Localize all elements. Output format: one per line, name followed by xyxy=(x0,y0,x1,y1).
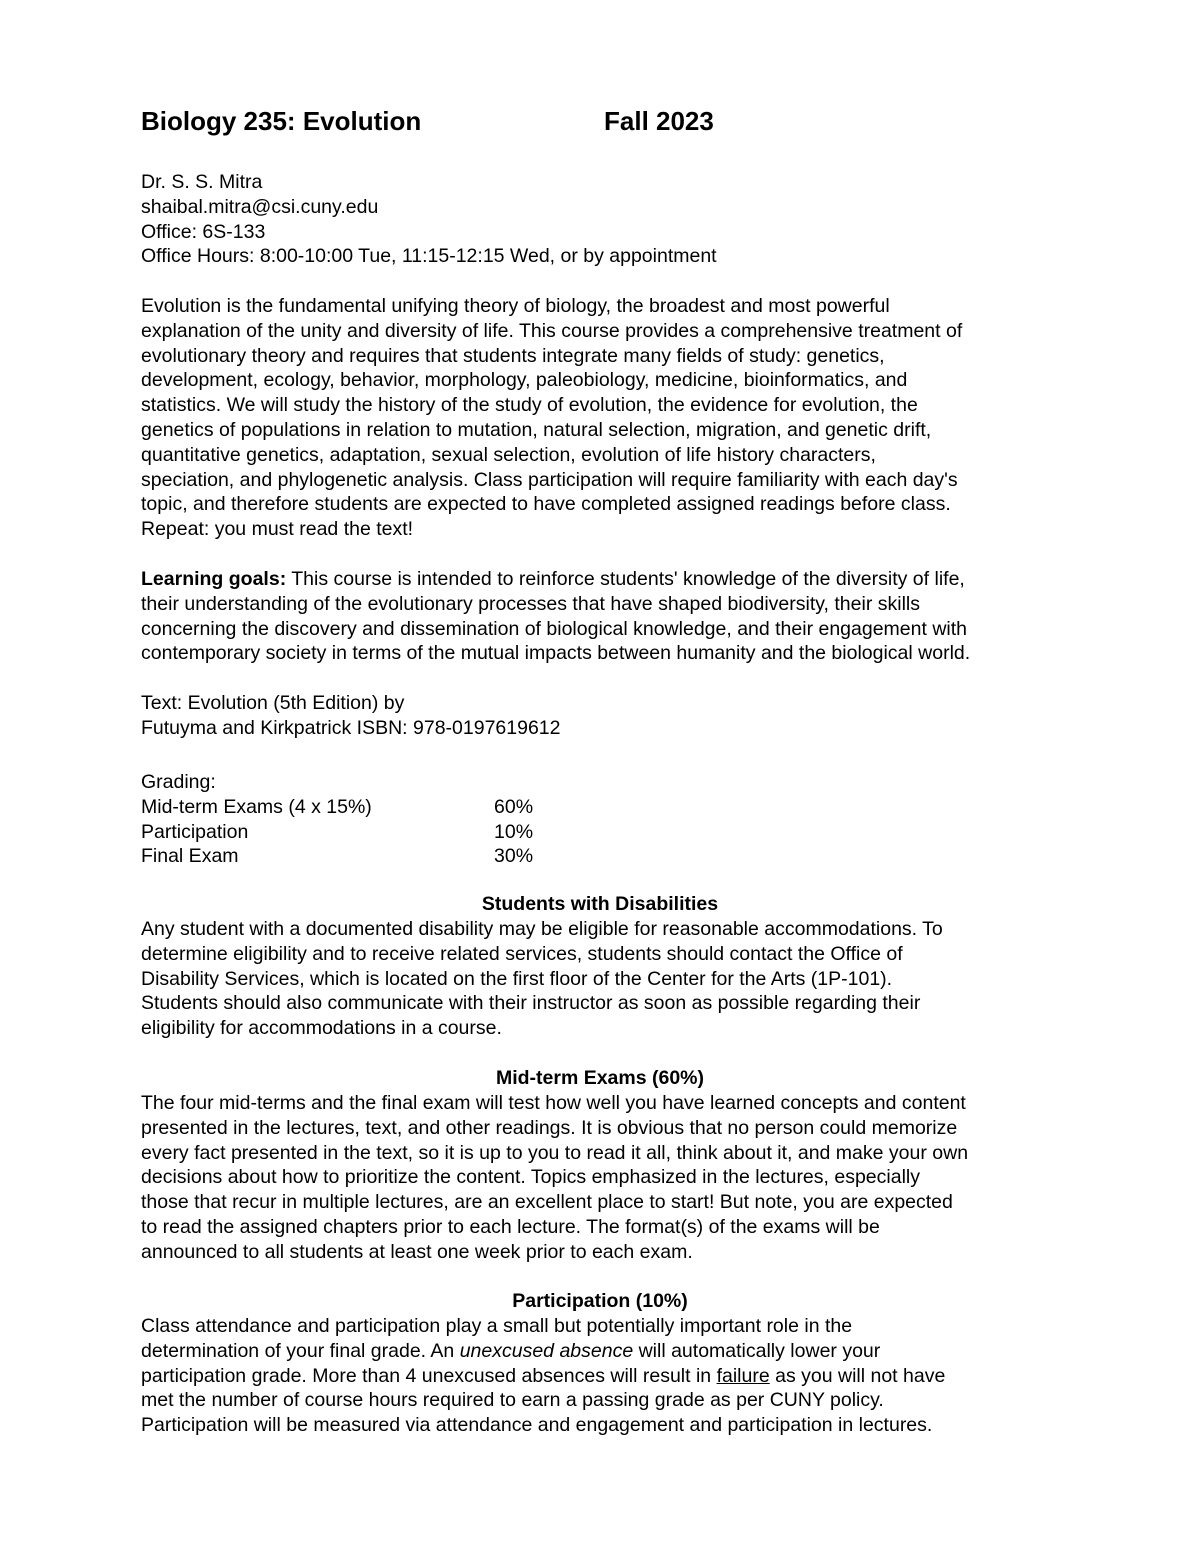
learning-goals-text: This course is intended to reinforce students' knowledge of the diversity of life, xyxy=(286,568,965,590)
office-hours: Office Hours: 8:00-10:00 Tue, 11:15-12:15 Wed, or by appointment xyxy=(141,245,717,268)
term: Fall 2023 xyxy=(604,106,714,136)
paragraph-line: quantitative genetics, adaptation, sexual selection, evolution of life history characters, xyxy=(141,443,876,466)
paragraph-line: statistics. We will study the history of the study of evolution, the evidence for evolution, the xyxy=(141,394,918,417)
grading-percent: 30% xyxy=(494,845,534,868)
paragraph-line xyxy=(141,1339,1081,1364)
paragraph-line: Participation will be measured via attendance and engagement and participation in lectures. xyxy=(141,1414,933,1437)
paragraph-line: announced to all students at least one week prior to each exam. xyxy=(141,1240,693,1263)
participation-heading: Participation (10%) xyxy=(512,1290,688,1312)
textbook-isbn: Futuyma and Kirkpatrick ISBN: 978-0197619612 xyxy=(141,716,561,739)
grading-percent: 10% xyxy=(494,820,534,843)
instructor-name: Dr. S. S. Mitra xyxy=(141,171,263,193)
paragraph-line: decisions about how to prioritize the content. Topics emphasized in the lectures, especially xyxy=(141,1166,920,1189)
paragraph-line: evolutionary theory and requires that students integrate many fields of study: genetics, xyxy=(141,344,885,367)
grading-row xyxy=(141,844,1081,869)
unexcused-absence-emphasis: unexcused absence xyxy=(459,1339,634,1362)
midterms-heading: Mid-term Exams (60%) xyxy=(495,1067,705,1089)
paragraph-line: Evolution is the fundamental unifying theory of biology, the broadest and most powerful xyxy=(141,295,890,317)
paragraph-line: Students should also communicate with their instructor as soon as possible regarding their xyxy=(141,992,921,1015)
grading-item: Participation xyxy=(141,820,249,843)
paragraph-line: Disability Services, which is located on the first floor of the Center for the Arts (1P-101). xyxy=(141,967,893,990)
paragraph-line: Class attendance and participation play a small but potentially important role in the xyxy=(141,1315,853,1337)
paragraph-line: explanation of the unity and diversity of life. This course provides a comprehensive treatment of xyxy=(141,319,963,342)
textbook-info xyxy=(141,691,1081,741)
intro-paragraph xyxy=(141,294,1081,542)
document-title xyxy=(141,106,714,137)
paragraph-line: every fact presented in the text, so it is up to you to read it all, think about it, and make your own xyxy=(141,1141,969,1164)
grading-label: Grading: xyxy=(141,771,216,793)
paragraph-line: determine eligibility and to receive related services, students should contact the Office of xyxy=(141,942,903,965)
paragraph-line xyxy=(141,1364,1081,1389)
paragraph-line: those that recur in multiple lectures, are an excellent place to start! But note, you are expected xyxy=(141,1191,953,1214)
disabilities-heading: Students with Disabilities xyxy=(481,893,719,915)
participation-paragraph xyxy=(141,1314,1081,1438)
paragraph-line: to read the assigned chapters prior to each lecture. The format(s) of the exams will be xyxy=(141,1215,880,1238)
paragraph-line: contemporary society in terms of the mutual impacts between humanity and the biological world. xyxy=(141,642,971,665)
paragraph-line: development, ecology, behavior, morphology, paleobiology, medicine, bioinformatics, and xyxy=(141,369,908,392)
learning-goals xyxy=(141,567,1081,666)
instructor-office: Office: 6S-133 xyxy=(141,220,266,243)
paragraph-line: The four mid-terms and the final exam will test how well you have learned concepts and content xyxy=(141,1092,966,1114)
midterms-paragraph xyxy=(141,1091,1081,1265)
paragraph-line: eligibility for accommodations in a course. xyxy=(141,1017,502,1040)
grading-item: Mid-term Exams (4 x 15%) xyxy=(141,795,372,818)
paragraph-line xyxy=(141,567,1081,592)
failure-emphasis: failure xyxy=(716,1364,770,1387)
instructor-info xyxy=(141,170,1081,269)
grading-percent: 60% xyxy=(494,795,534,818)
grading-table xyxy=(141,770,1081,869)
paragraph-line: met the number of course hours required to earn a passing grade as per CUNY policy. xyxy=(141,1389,884,1412)
paragraph-line: genetics of populations in relation to mutation, natural selection, migration, and genetic drift, xyxy=(141,418,932,441)
text-run: as you will not have xyxy=(769,1364,946,1387)
paragraph-line: Any student with a documented disability may be eligible for reasonable accommodations. To xyxy=(141,918,943,940)
course-title: Biology 235: Evolution xyxy=(141,106,422,136)
learning-goals-label: Learning goals: xyxy=(141,568,287,590)
paragraph-line: Repeat: you must read the text! xyxy=(141,518,414,541)
grading-row xyxy=(141,820,1081,845)
text-run: determination of your final grade. An xyxy=(141,1339,460,1362)
paragraph-line: speciation, and phylogenetic analysis. Class participation will require familiarity with each day's xyxy=(141,468,958,491)
grading-row xyxy=(141,795,1081,820)
paragraph-line: their understanding of the evolutionary processes that have shaped biodiversity, their skills xyxy=(141,592,920,615)
grading-item: Final Exam xyxy=(141,845,239,868)
paragraph-line: topic, and therefore students are expected to have completed assigned readings before class. xyxy=(141,493,951,516)
text-run: will automatically lower your xyxy=(633,1339,881,1362)
paragraph-line: concerning the discovery and dissemination of biological knowledge, and their engagement with xyxy=(141,617,968,640)
disabilities-paragraph xyxy=(141,917,1081,1041)
paragraph-line: presented in the lectures, text, and other readings. It is obvious that no person could memorize xyxy=(141,1116,958,1139)
textbook-title: Text: Evolution (5th Edition) by xyxy=(141,692,405,714)
instructor-email[interactable]: shaibal.mitra@csi.cuny.edu xyxy=(141,195,379,218)
text-run: participation grade. More than 4 unexcused absences will result in xyxy=(141,1364,717,1387)
